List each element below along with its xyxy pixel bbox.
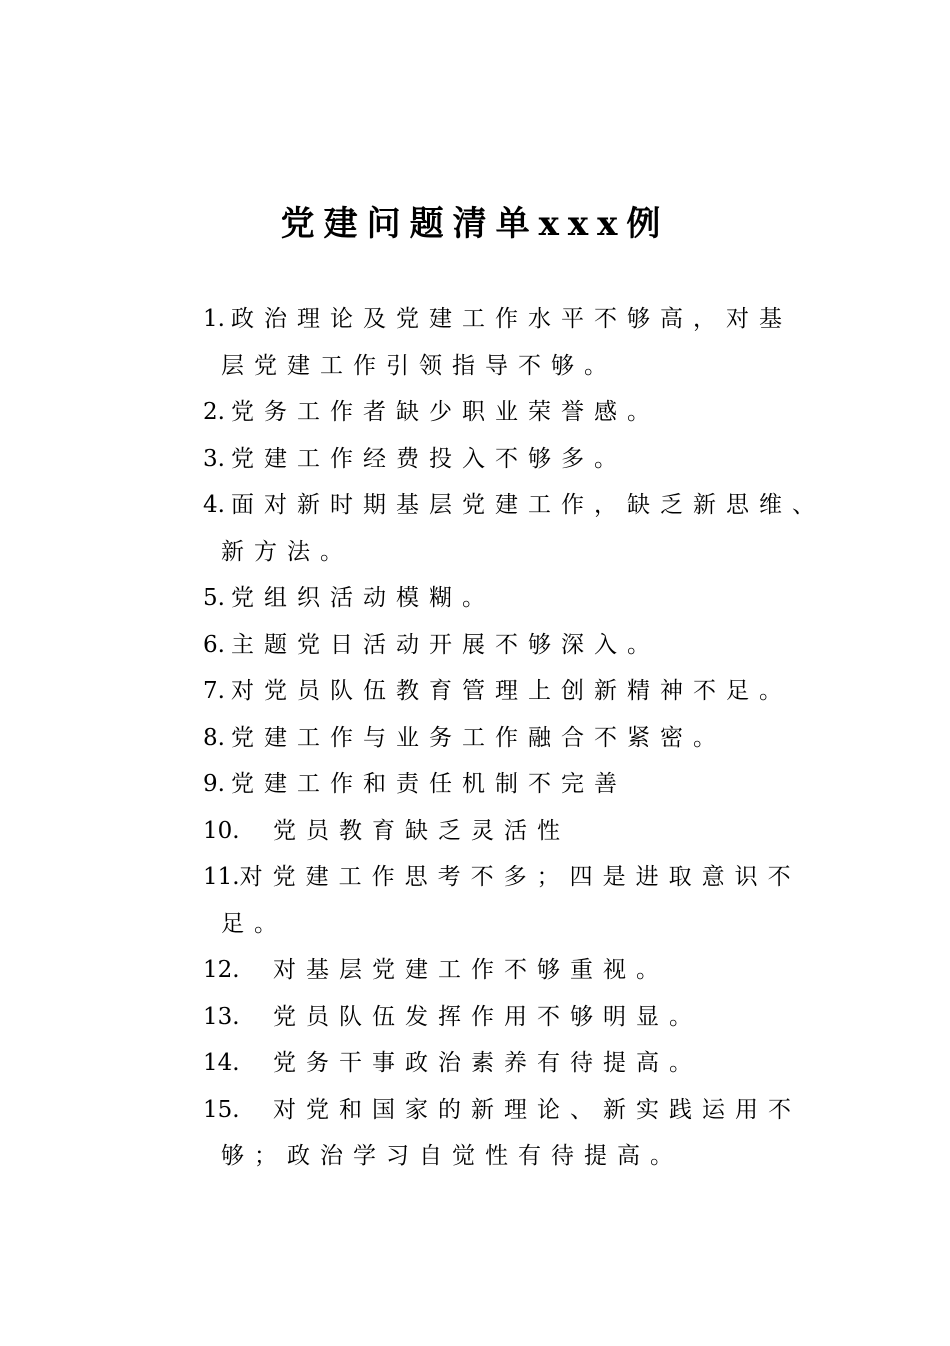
item-number: 8. [203,724,225,751]
item-text: 党员队伍发挥作用不够明显。 [273,1003,702,1030]
item-text-continuation: 新方法。 [221,538,353,565]
item-number: 10. [203,817,240,844]
list-item [203,808,853,855]
list-item [203,622,853,669]
item-number: 9. [203,771,225,797]
list-item [203,436,853,483]
item-number: 14. [203,1050,240,1076]
document-title: 党建问题清单xxx例 [280,204,670,244]
item-number: 6. [203,631,225,658]
list-item [203,994,853,1041]
item-number: 5. [203,585,225,611]
item-text-continuation: 足。 [221,910,287,937]
item-text: 党建工作经费投入不够多。 [230,445,627,472]
item-number: 3. [203,445,225,472]
item-number: 15. [203,1096,240,1123]
item-text: 党组织活动模糊。 [230,585,495,611]
item-number: 4. [203,492,225,518]
list-item [203,947,853,994]
item-text: 党务工作者缺少职业荣誉感。 [230,399,660,425]
item-text: 党建工作和责任机制不完善 [230,771,627,797]
item-text: 面对新时期基层党建工作，缺乏新思维、 [230,492,825,518]
item-number: 12. [203,957,240,983]
list-item [203,389,853,436]
item-number: 2. [203,399,225,425]
list-item [203,668,853,715]
item-number: 11. [203,864,240,890]
item-text: 党员教育缺乏灵活性 [273,817,570,844]
item-text: 对基层党建工作不够重视。 [273,957,669,983]
item-text-continuation: 层党建工作引领指导不够。 [221,352,617,379]
list-item [203,1087,853,1180]
list-item [203,482,853,575]
item-text: 对党和国家的新理论、新实践运用不 [273,1096,801,1123]
item-text: 党建工作与业务工作融合不紧密。 [230,724,726,751]
item-number: 1. [203,306,225,332]
issue-list [203,296,853,1180]
item-text-continuation: 够；政治学习自觉性有待提高。 [221,1143,683,1169]
list-item [203,854,853,947]
list-item [203,761,853,808]
item-text: 对党建工作思考不多；四是进取意识不 [239,864,801,890]
list-item [203,1040,853,1087]
list-item [203,575,853,622]
item-text: 主题党日活动开展不够深入。 [230,631,660,658]
item-number: 13. [203,1003,240,1030]
item-text: 党务干事政治素养有待提高。 [273,1050,702,1076]
list-item [203,296,853,389]
list-item [203,715,853,762]
item-text: 对党员队伍教育管理上创新精神不足。 [230,678,792,704]
item-number: 7. [203,678,225,704]
item-text: 政治理论及党建工作水平不够高，对基 [230,306,792,332]
